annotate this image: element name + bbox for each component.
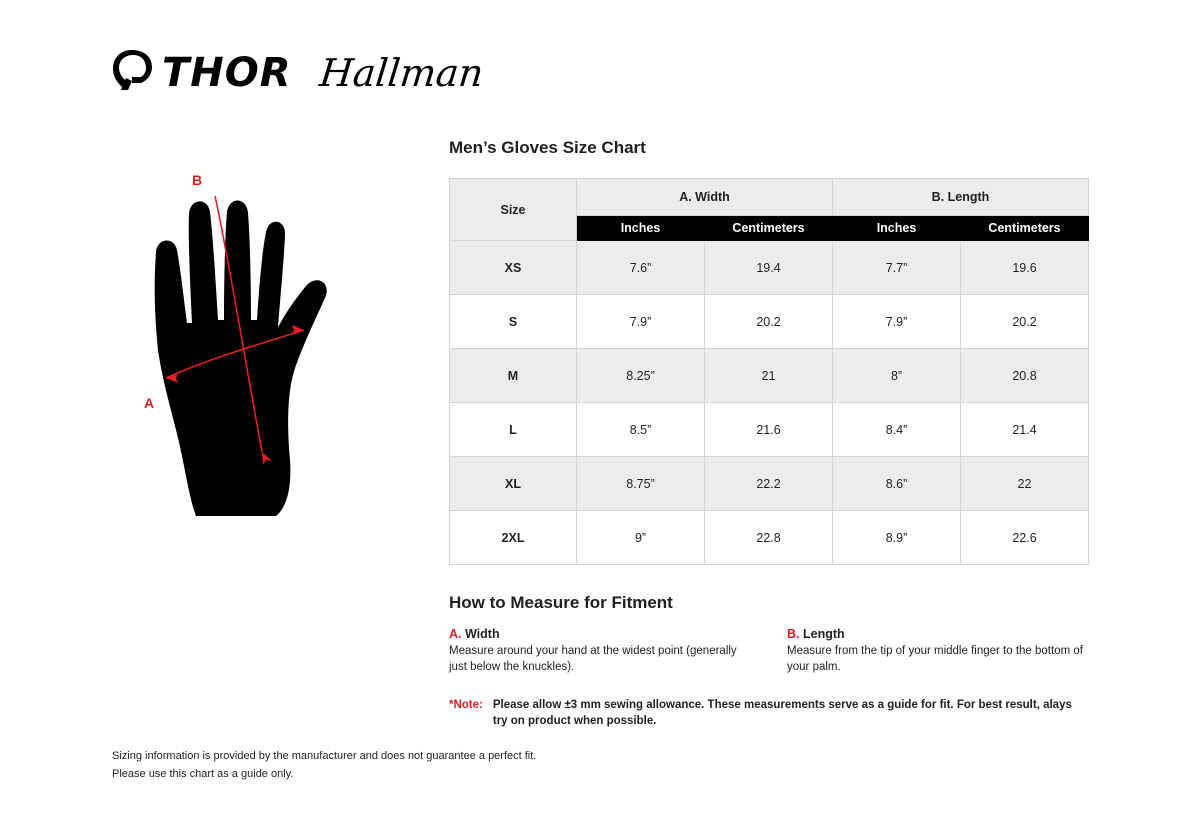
measure-length-block <box>787 627 1089 675</box>
cell-width-cm: 22.8 <box>705 511 833 565</box>
measure-width-text: Measure around your hand at the widest point (generally just below the knuckles). <box>449 645 737 673</box>
note-text: Please allow ±3 mm sewing allowance. These measurements serve as a guide for fit. For best result, alays try on product when possible. <box>492 699 1072 728</box>
cell-width-inches: 8.5” <box>577 403 705 457</box>
thor-logo <box>110 48 292 98</box>
cell-length-cm: 20.8 <box>961 349 1089 403</box>
col-header-length-cm: Centimeters <box>961 216 1089 241</box>
note-row <box>449 697 1089 729</box>
cell-width-cm: 21.6 <box>705 403 833 457</box>
col-header-length-inches: Inches <box>833 216 961 241</box>
measure-width-name: Width <box>464 627 500 641</box>
cell-length-cm: 19.6 <box>961 241 1089 295</box>
table-header <box>450 179 1089 241</box>
cell-size: L <box>450 403 577 457</box>
footer-line-1: Sizing information is provided by the manufacturer and does not guarantee a perfect fit. <box>112 750 537 762</box>
how-to-measure-section <box>449 593 1089 729</box>
page-title: Men’s Gloves Size Chart <box>449 138 646 157</box>
footer <box>112 748 536 783</box>
col-header-length: B. Length <box>833 179 1089 216</box>
hallman-wordmark: Hallman <box>317 51 486 95</box>
cell-width-inches: 8.75” <box>577 457 705 511</box>
cell-length-inches: 7.7” <box>833 241 961 295</box>
table-row <box>450 403 1089 457</box>
cell-width-cm: 21 <box>705 349 833 403</box>
cell-width-inches: 9” <box>577 511 705 565</box>
cell-length-inches: 7.9” <box>833 295 961 349</box>
glove-diagram <box>110 160 440 560</box>
measure-width-heading <box>449 627 751 641</box>
cell-length-cm: 21.4 <box>961 403 1089 457</box>
footer-line-2: Please use this chart as a guide only. <box>112 767 294 780</box>
measure-length-heading <box>787 627 1089 641</box>
cell-size: XS <box>450 241 577 295</box>
label-b: B <box>192 172 203 188</box>
cell-width-inches: 7.6” <box>577 241 705 295</box>
table-body <box>450 241 1089 565</box>
table-row <box>450 457 1089 511</box>
thor-wordmark: THOR <box>162 50 292 96</box>
measure-length-name: Length <box>802 627 845 641</box>
size-chart-table <box>449 178 1089 565</box>
cell-length-inches: 8” <box>833 349 961 403</box>
cell-length-cm: 20.2 <box>961 295 1089 349</box>
cell-width-inches: 8.25” <box>577 349 705 403</box>
col-header-width-cm: Centimeters <box>705 216 833 241</box>
measure-length-letter: B. <box>787 627 800 641</box>
cell-size: XL <box>450 457 577 511</box>
cell-width-inches: 7.9” <box>577 295 705 349</box>
col-header-width-inches: Inches <box>577 216 705 241</box>
table-row <box>450 349 1089 403</box>
cell-length-cm: 22.6 <box>961 511 1089 565</box>
table-row <box>450 295 1089 349</box>
cell-length-cm: 22 <box>961 457 1089 511</box>
measure-width-block <box>449 627 751 675</box>
cell-width-cm: 19.4 <box>705 241 833 295</box>
cell-width-cm: 20.2 <box>705 295 833 349</box>
table-row <box>450 511 1089 565</box>
label-a: A <box>144 395 155 411</box>
glove-hand-icon <box>110 160 440 560</box>
col-header-width: A. Width <box>577 179 833 216</box>
cell-length-inches: 8.4” <box>833 403 961 457</box>
size-chart-panel <box>449 138 1089 729</box>
cell-size: S <box>450 295 577 349</box>
thor-helmet-icon <box>110 48 156 98</box>
note-label: *Note: <box>449 699 483 712</box>
cell-size: 2XL <box>450 511 577 565</box>
cell-size: M <box>450 349 577 403</box>
table-row <box>450 241 1089 295</box>
measure-width-letter: A. <box>449 627 462 641</box>
measure-length-text: Measure from the tip of your middle finger to the bottom of your palm. <box>787 645 1083 673</box>
cell-length-inches: 8.6” <box>833 457 961 511</box>
cell-length-inches: 8.9” <box>833 511 961 565</box>
col-header-size: Size <box>450 179 577 241</box>
how-to-measure-title: How to Measure for Fitment <box>449 593 673 612</box>
brand-logos <box>110 48 486 98</box>
cell-width-cm: 22.2 <box>705 457 833 511</box>
